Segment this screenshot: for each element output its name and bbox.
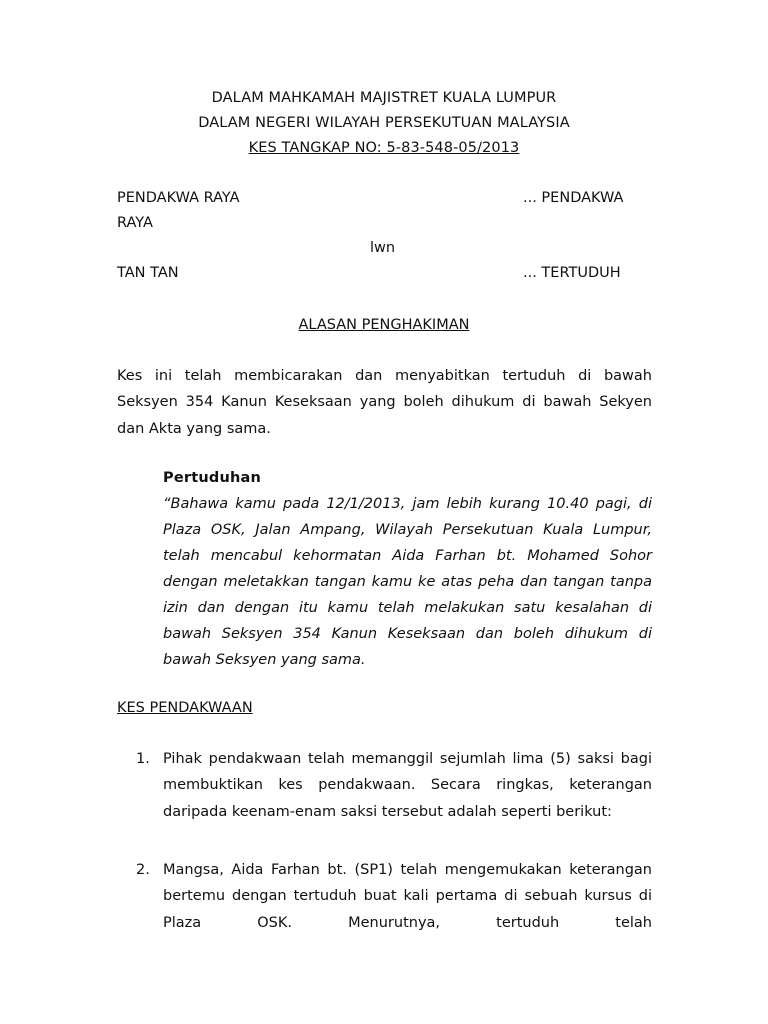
- parties-block: [117, 186, 637, 286]
- accused-row: [117, 261, 637, 286]
- prosecutor-role-wrap-row: [117, 211, 637, 236]
- prosecutor-role: ... PENDAKWA: [523, 190, 624, 206]
- charge-block: [163, 466, 652, 673]
- list-item-number: 2.: [136, 862, 150, 878]
- court-state: DALAM NEGERI WILAYAH PERSEKUTUAN MALAYSIA: [198, 115, 570, 131]
- versus-row: [117, 236, 637, 261]
- charge-title: Pertuduhan: [163, 470, 261, 486]
- prosecution-list-item-1: [117, 746, 652, 825]
- accused-role: ... TERTUDUH: [523, 265, 621, 281]
- list-item: [117, 746, 652, 825]
- versus-label: lwn: [370, 240, 396, 256]
- prosecutor-role-wrap: RAYA: [117, 215, 153, 231]
- charge-text: “Bahawa kamu pada 12/1/2013, jam lebih kurang 10.40 pagi, di Plaza OSK, Jalan Ampang, Wilayah Persekutuan Kuala Lumpur, telah mencabul kehormatan Aida Farhan bt. Mohamed Sohor dengan meletakkan tangan kamu ke atas peha dan tangan tanpa izin dan dengan itu kamu telah melakukan satu kesalahan di bawah Seksyen 354 Kanun Keseksaan dan boleh dihukum di bawah Seksyen yang sama.: [163, 496, 652, 668]
- document-header: [0, 86, 768, 161]
- prosecutor-name: PENDAKWA RAYA: [117, 190, 240, 206]
- list-item-text: Mangsa, Aida Farhan bt. (SP1) telah mengemukakan keterangan bertemu dengan tertuduh buat kali pertama di sebuah kursus di Plaza OSK. Menurutnya, tertuduh telah: [163, 862, 652, 931]
- accused-name: TAN TAN: [117, 265, 179, 281]
- court-name: DALAM MAHKAMAH MAJISTRET KUALA LUMPUR: [211, 90, 557, 106]
- list-item-text: Pihak pendakwaan telah memanggil sejumlah lima (5) saksi bagi membuktikan kes pendakwaan. Secara ringkas, keterangan daripada keenam-enam saksi tersebut adalah seperti berikut:: [163, 751, 652, 820]
- list-item: [117, 857, 652, 936]
- prosecution-list-item-2: [117, 857, 652, 936]
- case-number: KES TANGKAP NO: 5-83-548-05/2013: [248, 140, 520, 156]
- list-item-number: 1.: [136, 751, 150, 767]
- prosecution-heading: KES PENDAKWAAN: [117, 700, 253, 716]
- intro-paragraph: Kes ini telah membicarakan dan menyabitkan tertuduh di bawah Seksyen 354 Kanun Keseksaan yang boleh dihukum di bawah Sekyen dan Akta yang sama.: [117, 368, 652, 437]
- judgment-title: ALASAN PENGHAKIMAN: [298, 317, 470, 333]
- prosecutor-row: [117, 186, 637, 211]
